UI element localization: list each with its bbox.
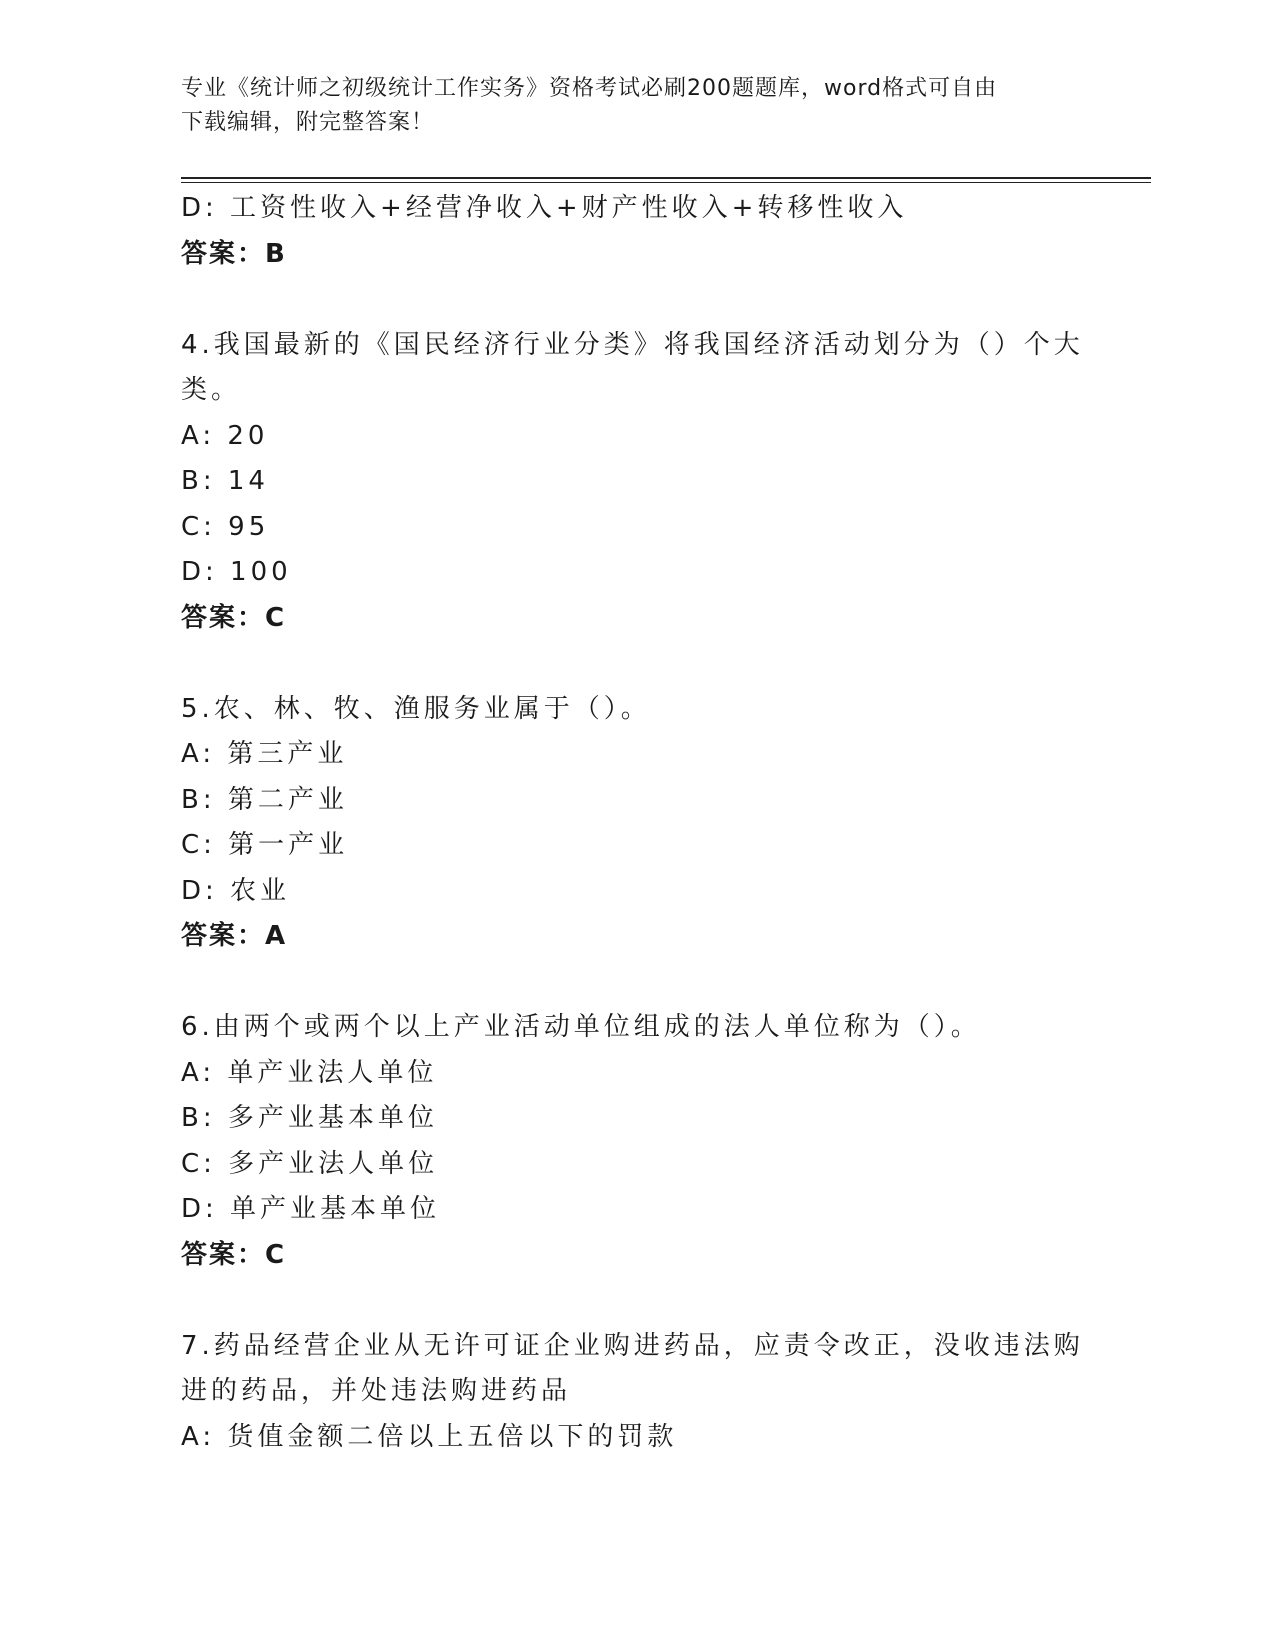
- answer-label: 答案：C: [181, 602, 287, 633]
- option-a: A: 货值金额二倍以上五倍以下的罚款: [181, 1421, 678, 1452]
- option-b: B: 第二产业: [181, 784, 348, 815]
- answer-label: 答案：B: [181, 238, 287, 269]
- option-d: D: 工资性收入+经营净收入+财产性收入+转移性收入: [181, 193, 908, 223]
- option-c: C: 95: [181, 511, 270, 542]
- answer-label: 答案：C: [181, 1239, 287, 1270]
- question-stem: 5.农、林、牧、渔服务业属于（）。: [181, 693, 651, 724]
- option-b: B: 14: [181, 466, 269, 496]
- question-stem-line-1: 4.我国最新的《国民经济行业分类》将我国经济活动划分为（）个大: [181, 329, 1084, 360]
- option-b: B: 多产业基本单位: [181, 1103, 438, 1133]
- option-a: A: 第三产业: [181, 739, 348, 769]
- header-line-1: 专业《统计师之初级统计工作实务》资格考试必刷200题题库，word格式可自由: [181, 76, 998, 101]
- question-stem: 6.由两个或两个以上产业活动单位组成的法人单位称为（）。: [181, 1012, 981, 1042]
- question-stem-line-1: 7.药品经营企业从无许可证企业购进药品，应责令改正，没收违法购: [181, 1330, 1084, 1361]
- option-a: A: 20: [181, 420, 269, 451]
- question-stem-line-2: 进的药品，并处违法购进药品: [181, 1376, 572, 1406]
- question-7: [181, 1324, 1084, 1461]
- header-line-2: 下载编辑，附完整答案！: [181, 110, 435, 135]
- document-header: [181, 72, 1061, 140]
- header-divider: [181, 177, 1151, 183]
- option-a: A: 单产业法人单位: [181, 1057, 438, 1088]
- question-stem-line-2: 类。: [181, 375, 242, 405]
- option-d: D: 100: [181, 557, 292, 587]
- spacer: [181, 641, 1061, 687]
- answer-label: 答案：A: [181, 921, 288, 951]
- spacer: [181, 277, 1061, 323]
- question-6: [181, 1005, 1061, 1278]
- option-c: C: 第一产业: [181, 830, 349, 860]
- spacer: [181, 960, 1061, 1006]
- option-d: D: 农业: [181, 875, 291, 906]
- question-list: [181, 186, 1084, 1460]
- question-4: [181, 323, 1084, 642]
- question-5: [181, 687, 1061, 960]
- spacer: [181, 1278, 1061, 1324]
- option-d: D: 单产业基本单位: [181, 1194, 441, 1224]
- option-c: C: 多产业法人单位: [181, 1148, 439, 1179]
